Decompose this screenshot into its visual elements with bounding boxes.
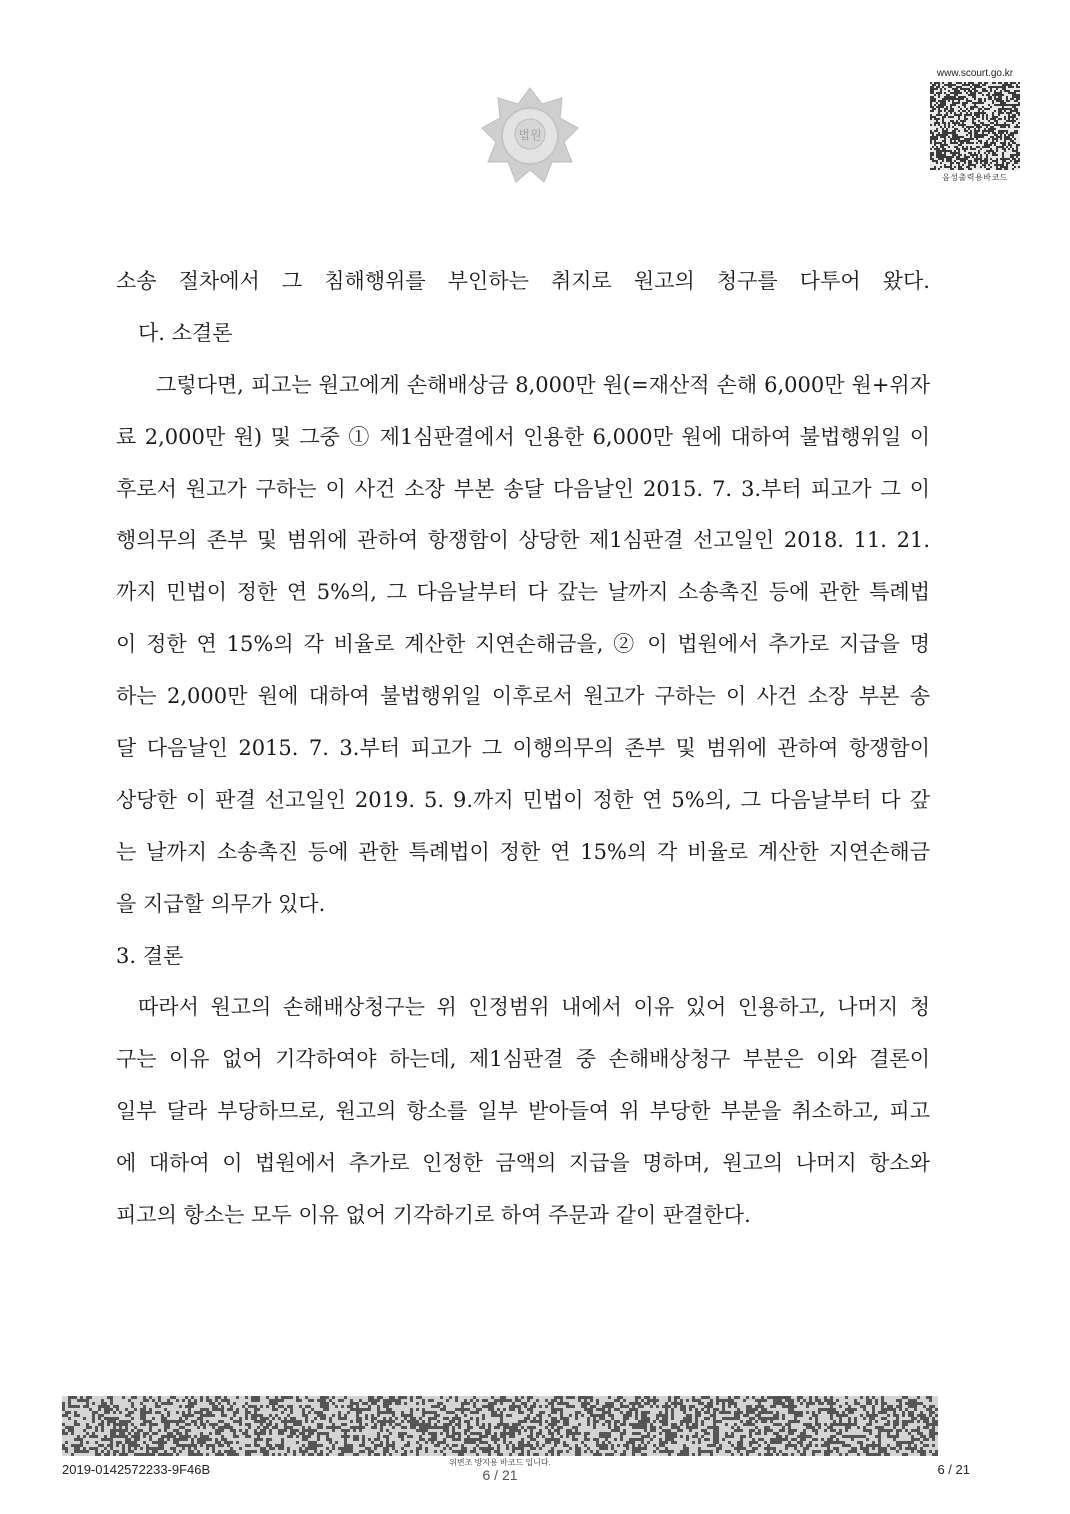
body-line: 행의무의 존부 및 범위에 관하여 항쟁함이 상당한 제1심판결 선고일인 2018. 11. 21.: [116, 528, 930, 553]
body-line: 는 날까지 소송촉진 등에 관한 특례법이 정한 연 15%의 각 비율로 계산한 지연손해금: [116, 839, 930, 864]
body-line: 따라서 원고의 손해배상청구는 위 인정범위 내에서 이유 있어 인용하고, 나머지 청: [138, 995, 930, 1020]
document-id: 2019-0142572233-9F46B: [62, 1462, 211, 1477]
body-line: 소송 절차에서 그 침해행위를 부인하는 취지로 원고의 청구를 다투어 왔다.: [116, 269, 930, 293]
body-line: 하는 2,000만 원에 대하여 불법행위일 이후로서 원고가 구하는 이 사건 소장 부본 송: [116, 684, 930, 709]
court-seal-icon: [478, 84, 582, 188]
body-line: 료 2,000만 원) 및 그중 ① 제1심판결에서 인용한 6,000만 원에 대하여 불법행위일 이: [116, 424, 930, 449]
body-line: 달 다음날인 2015. 7. 3.부터 피고가 그 이행의무의 존부 및 범위에 관하여 항쟁함이: [116, 736, 930, 761]
qr-caption: 음성출력용바코드: [942, 173, 1008, 182]
body-line: 피고의 항소는 모두 이유 없어 기각하기로 하여 주문과 같이 판결한다.: [116, 1203, 751, 1228]
qr-block: [926, 68, 1024, 183]
body-line: 그렇다면, 피고는 원고에게 손해배상금 8,000만 원(=재산적 손해 6,000만 원+위자: [156, 372, 930, 397]
footer-center: [62, 1458, 938, 1482]
body-line: 에 대하여 이 법원에서 추가로 인정한 금액의 지급을 명하며, 원고의 나머지 항소와: [116, 1151, 930, 1176]
qr-code-icon: [930, 82, 1020, 170]
barcode-note: 위변조 방지용 바코드 입니다.: [449, 1458, 551, 1467]
body-line: 후로서 원고가 구하는 이 사건 소장 부본 송달 다음날인 2015. 7. 3.부터 피고가 그 이: [116, 476, 930, 501]
seal-text: 법원: [518, 128, 542, 142]
body-line: 구는 이유 없어 기각하여야 하는데, 제1심판결 중 손해배상청구 부분은 이와 결론이: [116, 1047, 930, 1072]
body-line: 일부 달라 부당하므로, 원고의 항소를 일부 받아들여 위 부당한 부분을 취소하고, 피고: [116, 1099, 930, 1124]
section-heading: 다. 소결론: [138, 320, 233, 345]
page-number: 6 / 21: [937, 1462, 970, 1477]
court-url: www.scourt.go.kr: [936, 68, 1014, 79]
body-line: 상당한 이 판결 선고일인 2019. 5. 9.까지 민법이 정한 연 5%의, 그 다음날부터 다 갚: [116, 787, 930, 812]
section-heading: 3. 결론: [116, 943, 184, 968]
anti-forgery-barcode-icon: [62, 1396, 938, 1456]
body-line: 까지 민법이 정한 연 5%의, 그 다음날부터 다 갚는 날까지 소송촉진 등에 관한 특례법: [116, 580, 930, 605]
body-line: 을 지급할 의무가 있다.: [116, 891, 326, 916]
body-line: 이 정한 연 15%의 각 비율로 계산한 지연손해금을, ② 이 법원에서 추가로 지급을 명: [116, 632, 930, 657]
page-footer: [62, 1458, 970, 1488]
document-body: [116, 256, 930, 1242]
page-number-center: 6 / 21: [482, 1467, 518, 1483]
